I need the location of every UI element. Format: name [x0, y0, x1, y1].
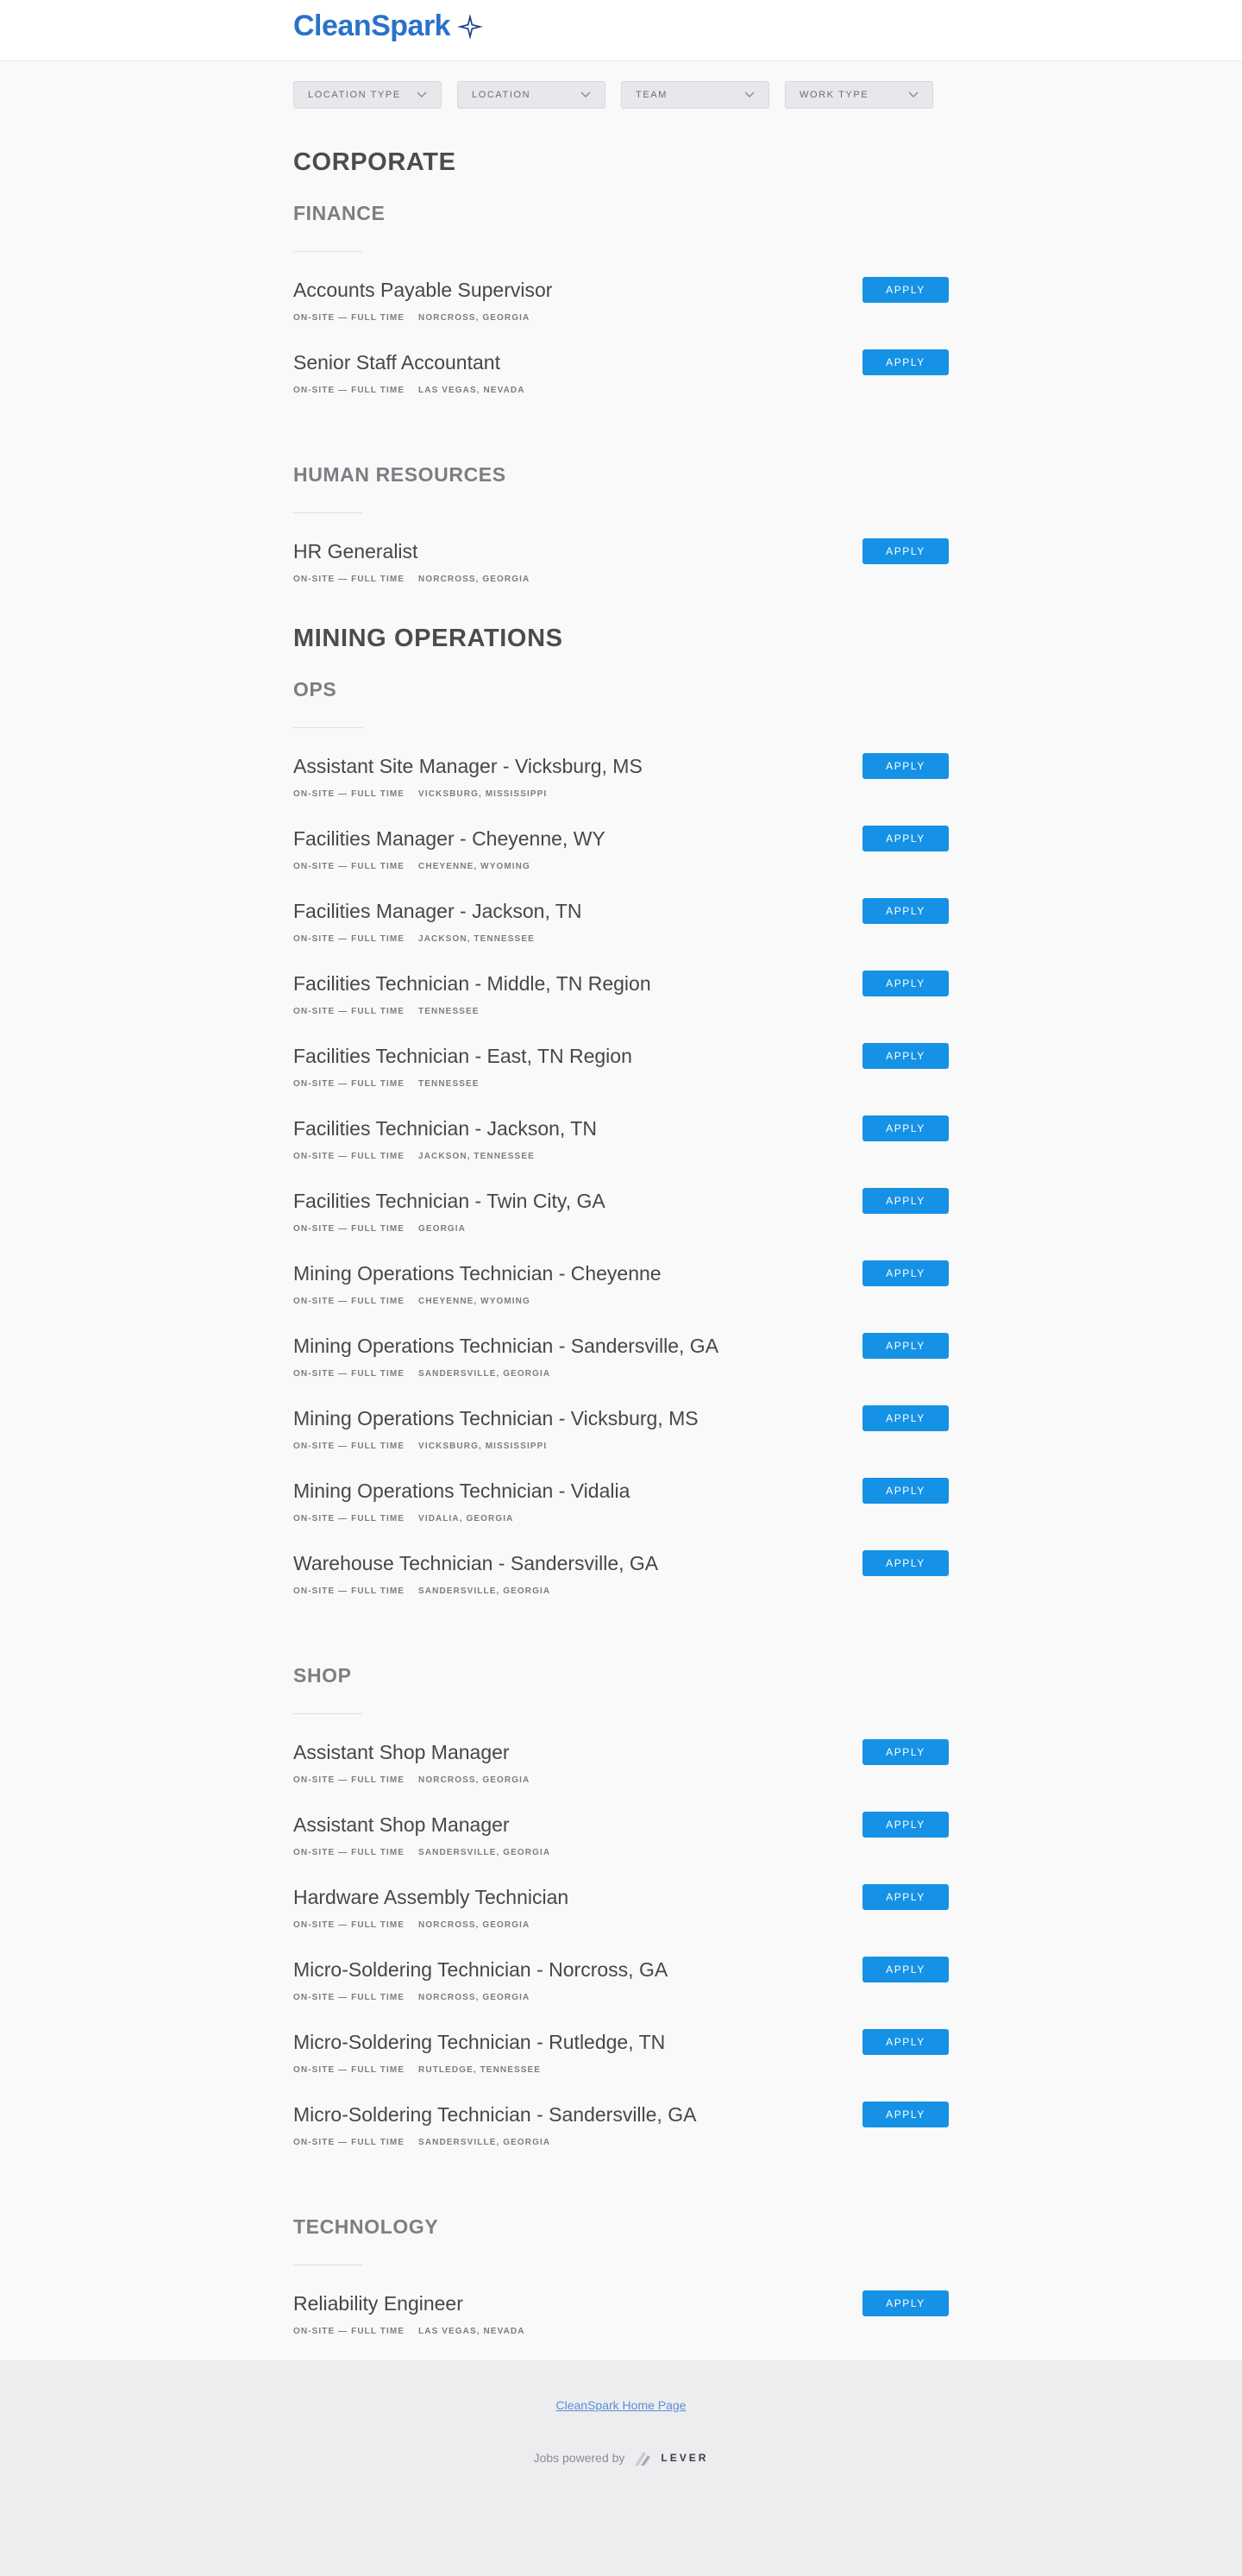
job-commitment: ON-SITE — FULL TIME — [293, 1224, 405, 1234]
filter-dropdown[interactable] — [785, 81, 933, 109]
job-meta — [293, 789, 547, 799]
job-title-link[interactable]: Hardware Assembly Technician — [293, 1886, 569, 1908]
job-commitment: ON-SITE — FULL TIME — [293, 1442, 405, 1451]
job-meta — [293, 1848, 550, 1857]
home-page-link[interactable]: CleanSpark Home Page — [555, 2398, 687, 2412]
job-commitment: ON-SITE — FULL TIME — [293, 1152, 405, 1161]
apply-button[interactable]: APPLY — [862, 349, 949, 375]
job-meta — [293, 1514, 513, 1524]
job-title-link[interactable]: Reliability Engineer — [293, 2292, 463, 2315]
chevron-down-icon — [417, 91, 427, 98]
job-title-link[interactable]: Assistant Site Manager - Vicksburg, MS — [293, 755, 643, 777]
chevron-down-icon — [908, 91, 919, 98]
job-title-link[interactable]: Warehouse Technician - Sandersville, GA — [293, 1552, 659, 1574]
lever-wordmark: LEVER — [661, 2452, 709, 2464]
job-meta — [293, 1369, 550, 1379]
job-posting — [293, 1409, 949, 1481]
job-meta — [293, 313, 530, 323]
apply-button[interactable]: APPLY — [862, 753, 949, 779]
job-commitment: ON-SITE — FULL TIME — [293, 313, 405, 323]
job-location: VIDALIA, GEORGIA — [418, 1514, 514, 1524]
lever-icon — [633, 2448, 654, 2467]
job-location: JACKSON, TENNESSEE — [418, 1152, 535, 1161]
chevron-down-icon — [744, 91, 755, 98]
job-posting — [293, 2105, 949, 2177]
department-title: CORPORATE — [293, 148, 456, 176]
job-meta — [293, 1775, 530, 1785]
job-posting — [293, 1119, 949, 1191]
apply-button[interactable]: APPLY — [862, 2290, 949, 2316]
job-posting — [293, 353, 949, 425]
top-bar — [0, 0, 1242, 60]
job-commitment: ON-SITE — FULL TIME — [293, 1848, 405, 1857]
job-location: SANDERSVILLE, GEORGIA — [418, 1586, 551, 1596]
job-title-link[interactable]: Micro-Soldering Technician - Sandersville, GA — [293, 2103, 697, 2126]
job-title-link[interactable]: Facilities Technician - East, TN Region — [293, 1045, 632, 1067]
apply-button[interactable]: APPLY — [862, 538, 949, 564]
job-location: NORCROSS, GEORGIA — [418, 313, 530, 323]
filter-bar — [293, 60, 949, 109]
job-title-link[interactable]: Micro-Soldering Technician - Norcross, GA — [293, 1958, 668, 1981]
job-location: LAS VEGAS, NEVADA — [418, 386, 525, 395]
job-title-link[interactable]: Facilities Technician - Twin City, GA — [293, 1190, 605, 1212]
apply-button[interactable]: APPLY — [862, 1478, 949, 1504]
filter-label: WORK TYPE — [800, 90, 869, 100]
brand-logo[interactable] — [293, 9, 485, 43]
job-location: TENNESSEE — [418, 1007, 480, 1016]
job-commitment: ON-SITE — FULL TIME — [293, 934, 405, 944]
job-posting — [293, 280, 949, 353]
apply-button[interactable]: APPLY — [862, 1333, 949, 1359]
job-title-link[interactable]: Facilities Technician - Jackson, TN — [293, 1117, 597, 1140]
job-posting — [293, 1191, 949, 1264]
job-meta — [293, 1993, 530, 2002]
job-commitment: ON-SITE — FULL TIME — [293, 2327, 405, 2336]
apply-button[interactable]: APPLY — [862, 1115, 949, 1141]
job-title-link[interactable]: Facilities Technician - Middle, TN Region — [293, 972, 651, 995]
job-meta — [293, 1007, 480, 1016]
job-posting — [293, 1264, 949, 1336]
powered-by — [0, 2448, 1242, 2467]
job-location: SANDERSVILLE, GEORGIA — [418, 2138, 551, 2147]
apply-button[interactable]: APPLY — [862, 1550, 949, 1576]
job-location: CHEYENNE, WYOMING — [418, 1297, 530, 1306]
job-commitment: ON-SITE — FULL TIME — [293, 1775, 405, 1785]
apply-button[interactable]: APPLY — [862, 2029, 949, 2055]
apply-button[interactable]: APPLY — [862, 1739, 949, 1765]
job-posting — [293, 1046, 949, 1119]
job-title-link[interactable]: Senior Staff Accountant — [293, 351, 500, 374]
job-location: NORCROSS, GEORGIA — [418, 1775, 530, 1785]
job-title-link[interactable]: Accounts Payable Supervisor — [293, 279, 553, 301]
job-posting — [293, 902, 949, 974]
footer — [0, 2360, 1242, 2576]
job-title-link[interactable]: Mining Operations Technician - Vicksburg, MS — [293, 1407, 699, 1429]
apply-button[interactable]: APPLY — [862, 971, 949, 996]
apply-button[interactable]: APPLY — [862, 826, 949, 851]
job-title-link[interactable]: Facilities Manager - Jackson, TN — [293, 900, 582, 922]
team-title: SHOP — [293, 1664, 352, 1687]
job-posting — [293, 757, 949, 829]
filter-label: LOCATION — [472, 90, 531, 100]
job-location: NORCROSS, GEORGIA — [418, 575, 530, 584]
job-location: LAS VEGAS, NEVADA — [418, 2327, 525, 2336]
apply-button[interactable]: APPLY — [862, 1812, 949, 1838]
chevron-down-icon — [580, 91, 591, 98]
job-posting — [293, 1888, 949, 1960]
job-listing — [293, 109, 949, 2366]
job-meta — [293, 2065, 541, 2075]
job-location: CHEYENNE, WYOMING — [418, 862, 530, 871]
job-title-link[interactable]: Mining Operations Technician - Vidalia — [293, 1480, 630, 1502]
job-meta — [293, 2138, 550, 2147]
apply-button[interactable]: APPLY — [862, 1260, 949, 1286]
job-posting — [293, 2294, 949, 2366]
filter-label: TEAM — [636, 90, 668, 100]
job-meta — [293, 1442, 547, 1451]
apply-button[interactable]: APPLY — [862, 1957, 949, 1982]
department-title: MINING OPERATIONS — [293, 625, 563, 652]
job-title-link[interactable]: Micro-Soldering Technician - Rutledge, TN — [293, 2031, 666, 2053]
job-commitment: ON-SITE — FULL TIME — [293, 1920, 405, 1930]
job-location: NORCROSS, GEORGIA — [418, 1920, 530, 1930]
job-title-link[interactable]: Assistant Shop Manager — [293, 1813, 510, 1836]
filter-dropdown[interactable] — [457, 81, 605, 109]
job-title-link[interactable]: Mining Operations Technician - Sandersville, GA — [293, 1335, 719, 1357]
job-posting — [293, 974, 949, 1046]
job-meta — [293, 1079, 480, 1089]
team-title: HUMAN RESOURCES — [293, 463, 506, 486]
job-location: VICKSBURG, MISSISSIPPI — [418, 1442, 548, 1451]
job-commitment: ON-SITE — FULL TIME — [293, 1514, 405, 1524]
job-posting — [293, 1960, 949, 2033]
job-commitment: ON-SITE — FULL TIME — [293, 1297, 405, 1306]
job-commitment: ON-SITE — FULL TIME — [293, 1369, 405, 1379]
job-location: RUTLEDGE, TENNESSEE — [418, 2065, 542, 2075]
job-commitment: ON-SITE — FULL TIME — [293, 386, 405, 395]
job-location: JACKSON, TENNESSEE — [418, 934, 535, 944]
job-meta — [293, 575, 530, 584]
lever-logo[interactable] — [633, 2448, 708, 2467]
job-meta — [293, 1586, 550, 1596]
job-location: SANDERSVILLE, GEORGIA — [418, 1848, 551, 1857]
job-meta — [293, 1297, 530, 1306]
team-title: TECHNOLOGY — [293, 2215, 439, 2238]
apply-button[interactable]: APPLY — [862, 1188, 949, 1214]
job-commitment: ON-SITE — FULL TIME — [293, 1079, 405, 1089]
job-meta — [293, 1152, 535, 1161]
job-commitment: ON-SITE — FULL TIME — [293, 2138, 405, 2147]
job-title-link[interactable]: Facilities Manager - Cheyenne, WY — [293, 827, 605, 850]
apply-button[interactable]: APPLY — [862, 1405, 949, 1431]
apply-button[interactable]: APPLY — [862, 1043, 949, 1069]
job-meta — [293, 386, 525, 395]
job-meta — [293, 1920, 530, 1930]
filter-dropdown[interactable] — [293, 81, 442, 109]
job-commitment: ON-SITE — FULL TIME — [293, 862, 405, 871]
filter-dropdown[interactable] — [621, 81, 769, 109]
apply-button[interactable]: APPLY — [862, 1884, 949, 1910]
job-meta — [293, 934, 535, 944]
job-posting — [293, 1336, 949, 1409]
job-location: SANDERSVILLE, GEORGIA — [418, 1369, 551, 1379]
job-posting — [293, 1481, 949, 1554]
job-commitment: ON-SITE — FULL TIME — [293, 789, 405, 799]
job-posting — [293, 829, 949, 902]
job-title-link[interactable]: HR Generalist — [293, 540, 418, 562]
job-commitment: ON-SITE — FULL TIME — [293, 1586, 405, 1596]
job-commitment: ON-SITE — FULL TIME — [293, 1993, 405, 2002]
apply-button[interactable]: APPLY — [862, 898, 949, 924]
job-posting — [293, 1743, 949, 1815]
job-location: NORCROSS, GEORGIA — [418, 1993, 530, 2002]
job-title-link[interactable]: Mining Operations Technician - Cheyenne — [293, 1262, 662, 1285]
sparkle-icon — [455, 12, 485, 41]
job-commitment: ON-SITE — FULL TIME — [293, 2065, 405, 2075]
job-commitment: ON-SITE — FULL TIME — [293, 1007, 405, 1016]
job-meta — [293, 862, 530, 871]
apply-button[interactable]: APPLY — [862, 2102, 949, 2127]
job-location: TENNESSEE — [418, 1079, 480, 1089]
job-meta — [293, 2327, 525, 2336]
job-location: VICKSBURG, MISSISSIPPI — [418, 789, 548, 799]
filter-label: LOCATION TYPE — [308, 90, 401, 100]
apply-button[interactable]: APPLY — [862, 277, 949, 303]
job-commitment: ON-SITE — FULL TIME — [293, 575, 405, 584]
job-posting — [293, 1554, 949, 1626]
job-location: GEORGIA — [418, 1224, 466, 1234]
job-posting — [293, 542, 949, 614]
job-title-link[interactable]: Assistant Shop Manager — [293, 1741, 510, 1763]
brand-name: CleanSpark — [293, 9, 451, 42]
job-posting — [293, 1815, 949, 1888]
job-posting — [293, 2033, 949, 2105]
job-meta — [293, 1224, 466, 1234]
team-title: OPS — [293, 678, 337, 701]
powered-by-label: Jobs powered by — [533, 2451, 625, 2465]
team-title: FINANCE — [293, 202, 386, 224]
